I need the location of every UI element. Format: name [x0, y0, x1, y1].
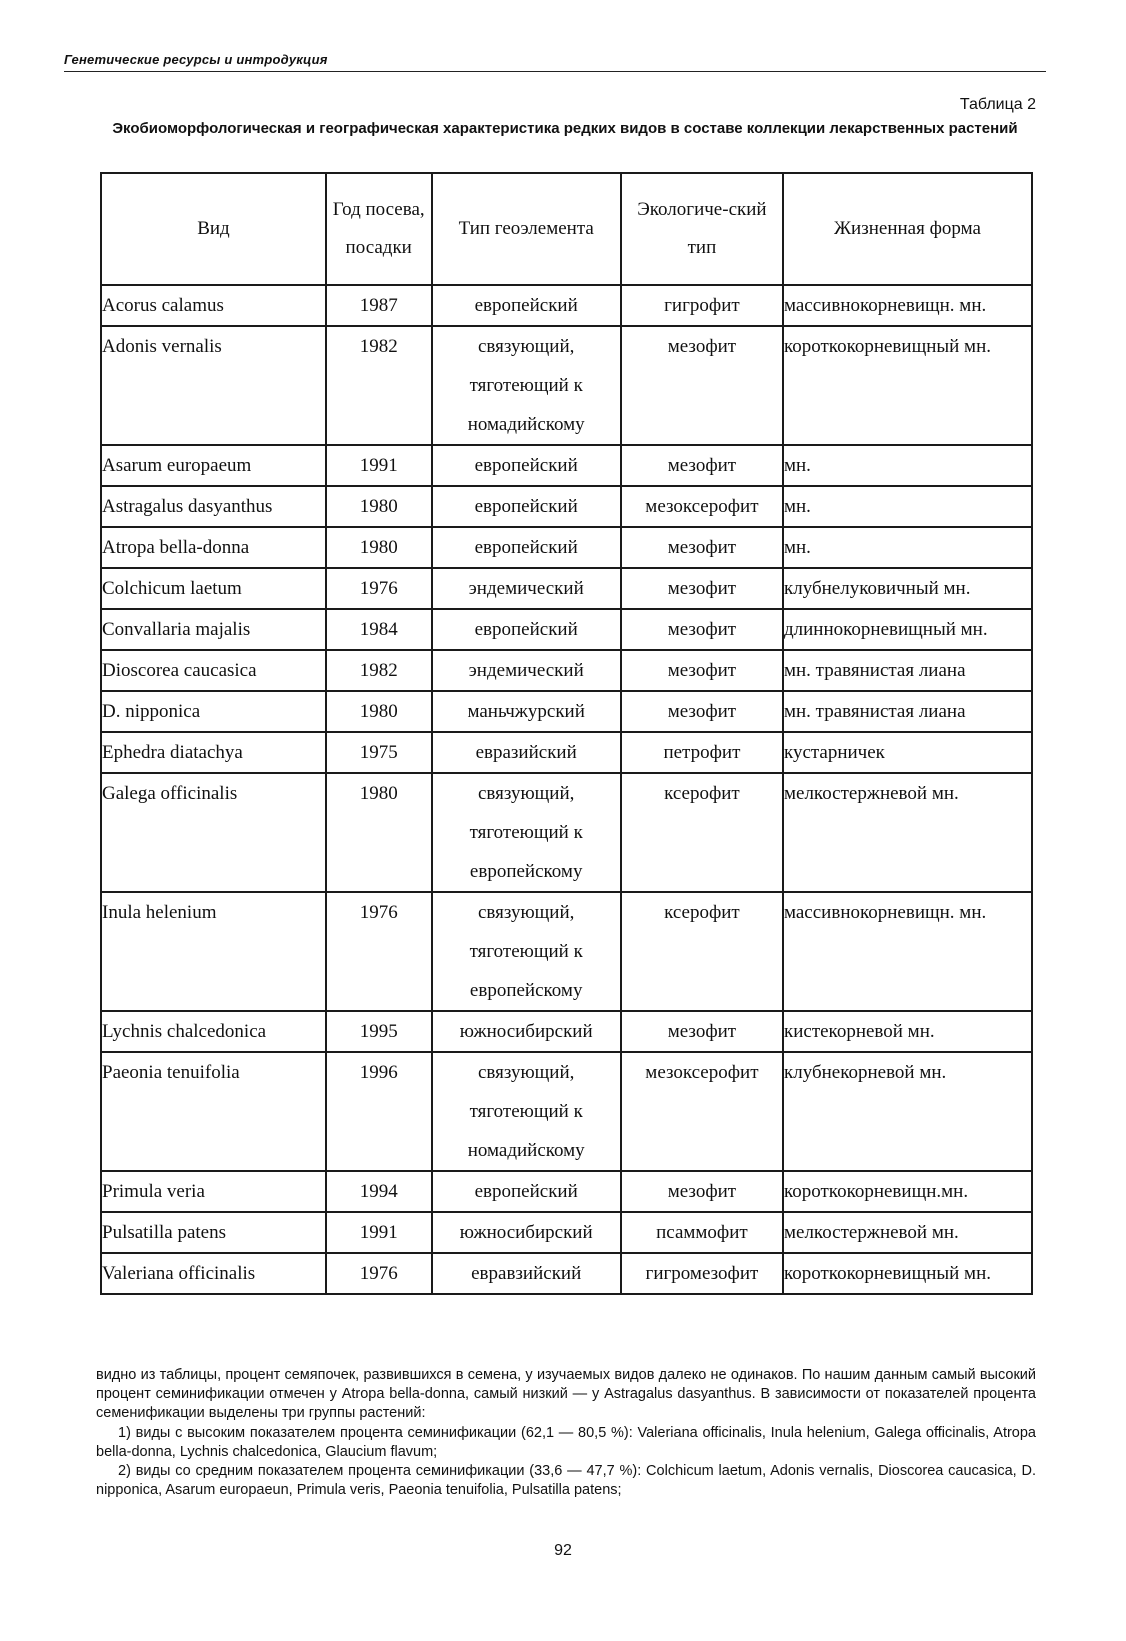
year-cell: 1996	[326, 1052, 432, 1171]
species-cell: Asarum europaeum	[101, 445, 326, 486]
table-row	[101, 732, 1032, 773]
year-cell: 1991	[326, 1212, 432, 1253]
table-body	[101, 285, 1032, 1294]
species-cell: Astragalus dasyanthus	[101, 486, 326, 527]
year-cell: 1991	[326, 445, 432, 486]
life-form-cell: мн.	[783, 445, 1032, 486]
page-number: 92	[554, 1542, 572, 1559]
species-cell: Acorus calamus	[101, 285, 326, 326]
geoelement-cell: европейский	[432, 285, 621, 326]
life-form-cell: длиннокорневищный мн.	[783, 609, 1032, 650]
year-cell: 1980	[326, 486, 432, 527]
running-head: Генетические ресурсы и интродукция	[64, 52, 328, 67]
species-cell: Colchicum laetum	[101, 568, 326, 609]
ecotype-cell: мезоксерофит	[621, 486, 783, 527]
table-title: Экобиоморфологическая и географическая характеристика редких видов в составе коллекции лекарственных растений	[112, 120, 1018, 137]
table-row	[101, 691, 1032, 732]
header-life: Жизненная форма	[783, 173, 1032, 285]
geoelement-cell: южносибирский	[432, 1011, 621, 1052]
year-cell: 1980	[326, 773, 432, 892]
geoelement-cell: эндемический	[432, 650, 621, 691]
ecotype-cell: мезофит	[621, 650, 783, 691]
body-text	[96, 1366, 1036, 1500]
geoelement-cell: связующий, тяготеющий к европейскому	[432, 892, 621, 1011]
species-table	[100, 172, 1033, 1295]
ecotype-cell: мезофит	[621, 445, 783, 486]
table-row	[101, 1212, 1032, 1253]
header-geo: Тип геоэлемента	[432, 173, 621, 285]
header-species: Вид	[101, 173, 326, 285]
ecotype-cell: мезофит	[621, 691, 783, 732]
species-cell: Dioscorea caucasica	[101, 650, 326, 691]
geoelement-cell: евравзийский	[432, 1253, 621, 1294]
paragraph-group-1: 1) виды с высоким показателем процента семинификации (62,1 — 80,5 %): Valeriana officinalis, Inula helenium, Galega officinalis, Atropa bella-donna, Lychnis chalcedonica, Glaucium flavum;	[96, 1424, 1036, 1460]
species-cell: Pulsatilla patens	[101, 1212, 326, 1253]
geoelement-cell: европейский	[432, 486, 621, 527]
year-cell: 1994	[326, 1171, 432, 1212]
header-eco: Экологиче-ский тип	[621, 173, 783, 285]
geoelement-cell: европейский	[432, 1171, 621, 1212]
ecotype-cell: мезофит	[621, 1011, 783, 1052]
species-cell: Convallaria majalis	[101, 609, 326, 650]
year-cell: 1984	[326, 609, 432, 650]
table-row	[101, 445, 1032, 486]
life-form-cell: клубнелуковичный мн.	[783, 568, 1032, 609]
species-cell: D. nipponica	[101, 691, 326, 732]
table-row	[101, 892, 1032, 1011]
species-cell: Valeriana officinalis	[101, 1253, 326, 1294]
table-row	[101, 568, 1032, 609]
year-cell: 1976	[326, 1253, 432, 1294]
table-row	[101, 527, 1032, 568]
year-cell: 1976	[326, 892, 432, 1011]
header-rule	[64, 71, 1046, 72]
life-form-cell: массивнокорневищн. мн.	[783, 285, 1032, 326]
species-cell: Primula veria	[101, 1171, 326, 1212]
species-cell: Ephedra diatachya	[101, 732, 326, 773]
life-form-cell: мелкостержневой мн.	[783, 1212, 1032, 1253]
life-form-cell: короткокорневищный мн.	[783, 326, 1032, 445]
geoelement-cell: связующий, тяготеющий к номадийскому	[432, 1052, 621, 1171]
year-cell: 1975	[326, 732, 432, 773]
year-cell: 1980	[326, 527, 432, 568]
species-cell: Lychnis chalcedonica	[101, 1011, 326, 1052]
life-form-cell: мн. травянистая лиана	[783, 691, 1032, 732]
species-cell: Inula helenium	[101, 892, 326, 1011]
ecotype-cell: ксерофит	[621, 773, 783, 892]
year-cell: 1995	[326, 1011, 432, 1052]
species-cell: Atropa bella-donna	[101, 527, 326, 568]
life-form-cell: короткокорневищн.мн.	[783, 1171, 1032, 1212]
ecotype-cell: мезофит	[621, 609, 783, 650]
geoelement-cell: связующий, тяготеющий к номадийскому	[432, 326, 621, 445]
ecotype-cell: мезофит	[621, 527, 783, 568]
table-row	[101, 609, 1032, 650]
geoelement-cell: евразийский	[432, 732, 621, 773]
table-row	[101, 650, 1032, 691]
table-header-row	[101, 173, 1032, 285]
year-cell: 1982	[326, 326, 432, 445]
geoelement-cell: маньчжурский	[432, 691, 621, 732]
ecotype-cell: петрофит	[621, 732, 783, 773]
ecotype-cell: гигромезофит	[621, 1253, 783, 1294]
ecotype-cell: псаммофит	[621, 1212, 783, 1253]
life-form-cell: мн. травянистая лиана	[783, 650, 1032, 691]
life-form-cell: мн.	[783, 527, 1032, 568]
life-form-cell: кустарничек	[783, 732, 1032, 773]
life-form-cell: кистекорневой мн.	[783, 1011, 1032, 1052]
geoelement-cell: южносибирский	[432, 1212, 621, 1253]
ecotype-cell: мезофит	[621, 326, 783, 445]
table-row	[101, 326, 1032, 445]
year-cell: 1982	[326, 650, 432, 691]
table-row	[101, 1052, 1032, 1171]
table-row	[101, 486, 1032, 527]
geoelement-cell: связующий, тяготеющий к европейскому	[432, 773, 621, 892]
geoelement-cell: эндемический	[432, 568, 621, 609]
year-cell: 1976	[326, 568, 432, 609]
life-form-cell: мн.	[783, 486, 1032, 527]
ecotype-cell: мезофит	[621, 1171, 783, 1212]
table-row	[101, 285, 1032, 326]
ecotype-cell: ксерофит	[621, 892, 783, 1011]
species-cell: Paeonia tenuifolia	[101, 1052, 326, 1171]
table-row	[101, 1171, 1032, 1212]
species-cell: Adonis vernalis	[101, 326, 326, 445]
paragraph-group-2: 2) виды со средним показателем процента семинификации (33,6 — 47,7 %): Colchicum laetum, Adonis vernalis, Dioscorea caucasica, D. nipponica, Asarum europaeun, Primula veris, Paeonia tenuifolia, Pulsatilla patens;	[96, 1463, 1036, 1499]
life-form-cell: короткокорневищный мн.	[783, 1253, 1032, 1294]
paragraph-intro: видно из таблицы, процент семяпочек, развившихся в семена, у изучаемых видов далеко не одинаков. По нашим данным самый высокий процент семинификации отмечен у Atropa bella-donna, самый низкий — у Astragalus dasyanthus. В зависимости от показателей процента семенификации выделены три группы растений:	[96, 1367, 1036, 1422]
ecotype-cell: гигрофит	[621, 285, 783, 326]
life-form-cell: массивнокорневищн. мн.	[783, 892, 1032, 1011]
year-cell: 1980	[326, 691, 432, 732]
table-row	[101, 1253, 1032, 1294]
life-form-cell: мелкостержневой мн.	[783, 773, 1032, 892]
table-row	[101, 773, 1032, 892]
geoelement-cell: европейский	[432, 527, 621, 568]
header-year: Год посева, посадки	[326, 173, 432, 285]
table-label: Таблица 2	[959, 96, 1036, 113]
year-cell: 1987	[326, 285, 432, 326]
geoelement-cell: европейский	[432, 609, 621, 650]
life-form-cell: клубнекорневой мн.	[783, 1052, 1032, 1171]
ecotype-cell: мезоксерофит	[621, 1052, 783, 1171]
species-cell: Galega officinalis	[101, 773, 326, 892]
geoelement-cell: европейский	[432, 445, 621, 486]
table-row	[101, 1011, 1032, 1052]
ecotype-cell: мезофит	[621, 568, 783, 609]
